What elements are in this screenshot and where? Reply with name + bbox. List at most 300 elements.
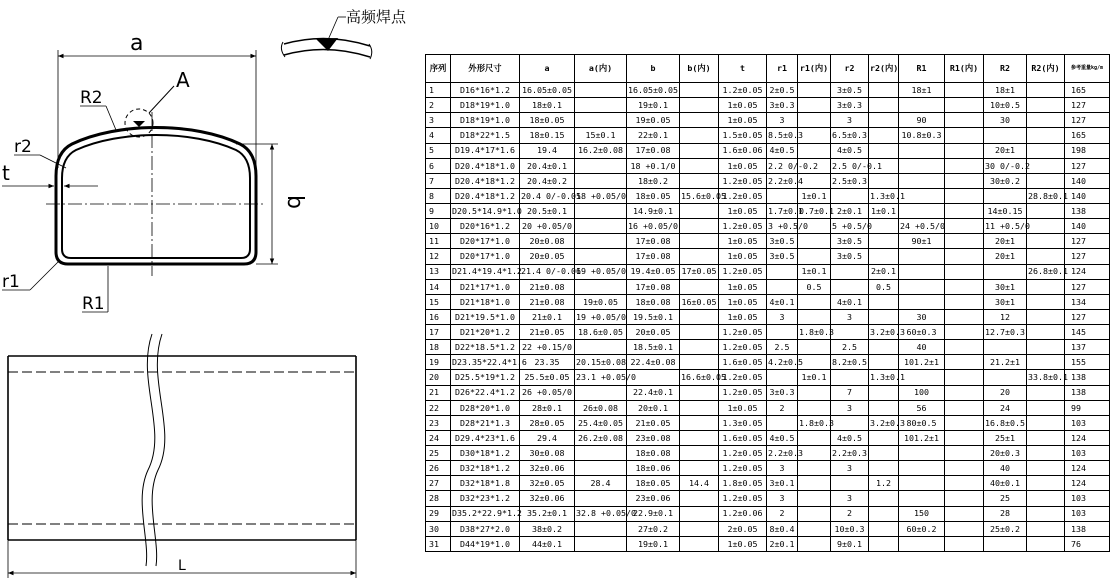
cell-r1-inner: 1±0.1 [798, 188, 831, 203]
cell-a: 21±0.1 [520, 309, 575, 324]
cell-r1-inner: 0.7±0.1 [798, 204, 831, 219]
cell-index: 15 [426, 294, 451, 309]
cell-outer-size: D21*20*1.2 [451, 325, 520, 340]
col-R1: R1 [899, 55, 945, 83]
cell-outer-size: D28*21*1.3 [451, 415, 520, 430]
cell-r2-inner [869, 249, 899, 264]
cell-a: 32±0.06 [520, 461, 575, 476]
table-row [426, 385, 1110, 400]
cell-a-inner: 23.1 +0.05/0 [575, 370, 627, 385]
cell-R1-inner [945, 476, 984, 491]
cell-r2-inner [869, 430, 899, 445]
cell-r1-inner [798, 113, 831, 128]
cell-R2: 16.8±0.5 [984, 415, 1027, 430]
cell-b: 22.4±0.08 [627, 355, 680, 370]
cell-R2-inner [1027, 536, 1065, 551]
cell-r1-inner [798, 476, 831, 491]
cell-t: 1±0.05 [719, 204, 767, 219]
cell-outer-size: D21.4*19.4*1.2 [451, 264, 520, 279]
cell-R2: 21.2±1 [984, 355, 1027, 370]
cell-t: 1.6±0.05 [719, 430, 767, 445]
cell-outer-size: D19.4*17*1.6 [451, 143, 520, 158]
table-row [426, 143, 1110, 158]
cell-r1: 2.2±0.4 [767, 173, 798, 188]
col-a-inner: a(内) [575, 55, 627, 83]
cell-weight: 155 [1065, 355, 1110, 370]
cell-b: 16.05±0.05 [627, 83, 680, 98]
cell-R2: 20±1 [984, 249, 1027, 264]
cell-b: 19±0.05 [627, 113, 680, 128]
cell-R1: 18±1 [899, 83, 945, 98]
cell-weight: 138 [1065, 521, 1110, 536]
cell-b: 20±0.05 [627, 325, 680, 340]
cell-r1-inner [798, 461, 831, 476]
cell-b-inner [680, 113, 719, 128]
cell-r1-inner [798, 294, 831, 309]
cell-weight: 103 [1065, 506, 1110, 521]
cell-r2-inner: 1.3±0.1 [869, 370, 899, 385]
cell-a: 18±0.1 [520, 98, 575, 113]
cell-a-inner: 16.2±0.08 [575, 143, 627, 158]
cell-r1: 3±0.5 [767, 249, 798, 264]
cell-R1-inner [945, 98, 984, 113]
cell-b-inner [680, 219, 719, 234]
cell-R2-inner [1027, 491, 1065, 506]
label-r1: r1 [2, 272, 20, 292]
cell-r2-inner: 2±0.1 [869, 264, 899, 279]
cell-outer-size: D35.2*22.9*1.2 [451, 506, 520, 521]
cell-r2: 2.2±0.3 [831, 446, 869, 461]
cell-a-inner [575, 219, 627, 234]
cell-a-inner: 19 +0.05/0 [575, 309, 627, 324]
cell-b: 18±0.2 [627, 173, 680, 188]
weld-bead [133, 121, 145, 127]
cell-index: 4 [426, 128, 451, 143]
cell-r2-inner: 3.2±0.3 [869, 415, 899, 430]
cell-a-inner: 26±0.08 [575, 400, 627, 415]
table-row [426, 506, 1110, 521]
cell-R2: 11 +0.5/0 [984, 219, 1027, 234]
cell-weight: 76 [1065, 536, 1110, 551]
cell-R2: 30±1 [984, 279, 1027, 294]
cell-r1: 3±0.5 [767, 234, 798, 249]
cell-r2 [831, 476, 869, 491]
cell-b-inner [680, 128, 719, 143]
cell-r2-inner: 3.2±0.3 [869, 325, 899, 340]
cell-R1 [899, 173, 945, 188]
cell-index: 14 [426, 279, 451, 294]
cell-weight: 138 [1065, 204, 1110, 219]
cell-b-inner [680, 98, 719, 113]
cell-r2-inner [869, 113, 899, 128]
col-R1-inner: R1(内) [945, 55, 984, 83]
cell-b: 16 +0.05/0 [627, 219, 680, 234]
cell-R2-inner [1027, 219, 1065, 234]
cell-b-inner [680, 400, 719, 415]
cell-b: 17±0.08 [627, 143, 680, 158]
cell-b-inner [680, 325, 719, 340]
cell-a: 20.4±0.2 [520, 173, 575, 188]
cell-t: 1.2±0.06 [719, 506, 767, 521]
table-row [426, 476, 1110, 491]
cell-R2: 25±0.2 [984, 521, 1027, 536]
cell-a-inner: 25.4±0.05 [575, 415, 627, 430]
cell-R2: 12.7±0.3 [984, 325, 1027, 340]
cell-index: 22 [426, 400, 451, 415]
cell-b: 27±0.2 [627, 521, 680, 536]
cell-index: 6 [426, 158, 451, 173]
cell-a: 23.35 [520, 355, 575, 370]
cell-r2: 3 [831, 113, 869, 128]
cell-R2: 30±0.2 [984, 173, 1027, 188]
cell-R2: 25 [984, 491, 1027, 506]
cell-R1: 90±1 [899, 234, 945, 249]
cell-b-inner: 14.4 [680, 476, 719, 491]
cell-a-inner [575, 113, 627, 128]
cell-index: 30 [426, 521, 451, 536]
cell-index: 1 [426, 83, 451, 98]
table-row [426, 370, 1110, 385]
cell-r1: 3 +0.5/0 [767, 219, 798, 234]
cell-outer-size: D32*23*1.2 [451, 491, 520, 506]
cell-b-inner [680, 83, 719, 98]
cell-a: 21.4 0/-0.06 [520, 264, 575, 279]
cell-b: 22.9±0.1 [627, 506, 680, 521]
cell-R2: 40±0.1 [984, 476, 1027, 491]
cell-R1-inner [945, 400, 984, 415]
cell-a: 18±0.05 [520, 113, 575, 128]
cell-R1-inner [945, 430, 984, 445]
cell-a: 21±0.08 [520, 279, 575, 294]
cell-r2-inner [869, 173, 899, 188]
cell-a: 20±0.08 [520, 234, 575, 249]
cell-r2-inner [869, 98, 899, 113]
cell-R1 [899, 446, 945, 461]
cell-outer-size: D25.5*19*1.2 [451, 370, 520, 385]
cell-R1-inner [945, 143, 984, 158]
cell-a-inner [575, 491, 627, 506]
cell-r1: 3±0.3 [767, 385, 798, 400]
cell-outer-size: D26*22.4*1.2 [451, 385, 520, 400]
cell-weight: 124 [1065, 430, 1110, 445]
cell-b-inner [680, 521, 719, 536]
cell-r1-inner [798, 491, 831, 506]
col-a: a [520, 55, 575, 83]
cell-b: 18±0.05 [627, 188, 680, 203]
cell-R2: 25±1 [984, 430, 1027, 445]
cell-r2-inner [869, 309, 899, 324]
cell-R1: 10.8±0.3 [899, 128, 945, 143]
cell-R2: 20±1 [984, 234, 1027, 249]
cell-index: 10 [426, 219, 451, 234]
cell-a-inner [575, 173, 627, 188]
cell-r1: 3 [767, 461, 798, 476]
cell-R1 [899, 158, 945, 173]
cell-r1-inner [798, 400, 831, 415]
cell-a: 38±0.2 [520, 521, 575, 536]
cell-weight: 138 [1065, 370, 1110, 385]
cell-r2-inner [869, 400, 899, 415]
cell-weight: 127 [1065, 279, 1110, 294]
cell-R1-inner [945, 294, 984, 309]
cell-t: 1±0.05 [719, 249, 767, 264]
cell-R1: 90 [899, 113, 945, 128]
cell-weight: 134 [1065, 294, 1110, 309]
cell-R2-inner [1027, 128, 1065, 143]
cell-r1-inner: 0.5 [798, 279, 831, 294]
cell-outer-size: D21*18*1.0 [451, 294, 520, 309]
label-R1: R1 [82, 294, 105, 314]
cell-R1-inner [945, 461, 984, 476]
cell-index: 12 [426, 249, 451, 264]
cell-r2 [831, 370, 869, 385]
cell-r1 [767, 370, 798, 385]
cell-R2: 18±1 [984, 83, 1027, 98]
cell-R1-inner [945, 325, 984, 340]
cell-r2-inner [869, 294, 899, 309]
cell-a: 25.5±0.05 [520, 370, 575, 385]
cell-index: 5 [426, 143, 451, 158]
cell-b-inner [680, 249, 719, 264]
cell-weight: 103 [1065, 446, 1110, 461]
cell-R1-inner [945, 521, 984, 536]
cell-a: 26 +0.05/0 [520, 385, 575, 400]
cell-a: 20±0.05 [520, 249, 575, 264]
cell-t: 1.2±0.05 [719, 370, 767, 385]
cell-b-inner [680, 355, 719, 370]
cell-R2 [984, 536, 1027, 551]
cell-R2-inner [1027, 400, 1065, 415]
cell-R1: 60±0.3 [899, 325, 945, 340]
cell-b: 23±0.06 [627, 491, 680, 506]
cell-r1 [767, 264, 798, 279]
col-r2: r2 [831, 55, 869, 83]
cell-R1-inner [945, 158, 984, 173]
cell-index: 11 [426, 234, 451, 249]
spec-header-row [426, 55, 1110, 83]
cell-b-inner [680, 536, 719, 551]
cell-R1 [899, 204, 945, 219]
cell-a-inner [575, 385, 627, 400]
cell-R2-inner [1027, 294, 1065, 309]
cell-b-inner [680, 430, 719, 445]
cell-weight: 103 [1065, 491, 1110, 506]
cell-outer-size: D20.4*18*1.2 [451, 188, 520, 203]
weld-strip-inner [284, 49, 370, 57]
cell-r1-inner [798, 98, 831, 113]
cell-R2: 30±1 [984, 294, 1027, 309]
cell-b-inner [680, 158, 719, 173]
cell-a: 28±0.1 [520, 400, 575, 415]
cell-outer-size: D21*19.5*1.0 [451, 309, 520, 324]
cell-R1: 40 [899, 340, 945, 355]
cell-r1: 3 [767, 491, 798, 506]
cell-R2-inner [1027, 430, 1065, 445]
cell-outer-size: D22*18.5*1.2 [451, 340, 520, 355]
cell-R2-inner [1027, 355, 1065, 370]
cell-R1-inner [945, 264, 984, 279]
cell-a-inner [575, 249, 627, 264]
dim-L: L [178, 558, 186, 574]
cell-a: 18±0.15 [520, 128, 575, 143]
col-index: 序列 [426, 55, 451, 83]
dim-t: t [2, 161, 10, 185]
cell-index: 19 [426, 355, 451, 370]
cell-index: 17 [426, 325, 451, 340]
cell-index: 27 [426, 476, 451, 491]
cell-a: 28±0.05 [520, 415, 575, 430]
cell-r1: 2.2 0/-0.2 [767, 158, 798, 173]
cell-R1-inner [945, 385, 984, 400]
leader-R2-slant [106, 106, 116, 130]
cell-R1 [899, 279, 945, 294]
cell-R1 [899, 461, 945, 476]
cell-R2-inner [1027, 521, 1065, 536]
cell-r2-inner: 1.3±0.1 [869, 188, 899, 203]
cell-r2-inner [869, 506, 899, 521]
tube-outer-profile [56, 128, 256, 265]
cell-weight: 198 [1065, 143, 1110, 158]
cell-R2-inner [1027, 476, 1065, 491]
col-outer-size: 外形尺寸 [451, 55, 520, 83]
cell-weight: 127 [1065, 98, 1110, 113]
cell-r2: 2.5±0.3 [831, 173, 869, 188]
cell-r2-inner [869, 385, 899, 400]
table-row [426, 249, 1110, 264]
cell-r1-inner [798, 83, 831, 98]
cell-R2-inner [1027, 113, 1065, 128]
cell-weight: 127 [1065, 113, 1110, 128]
cell-t: 1.2±0.05 [719, 264, 767, 279]
cell-R1-inner [945, 83, 984, 98]
cell-R1 [899, 294, 945, 309]
cell-t: 1.2±0.05 [719, 325, 767, 340]
cell-R1: 101.2±1 [899, 355, 945, 370]
cell-R1-inner [945, 370, 984, 385]
table-row [426, 461, 1110, 476]
cell-r1-inner: 1.8±0.3 [798, 325, 831, 340]
cell-weight: 127 [1065, 309, 1110, 324]
cell-t: 1.2±0.05 [719, 340, 767, 355]
cell-b-inner [680, 173, 719, 188]
cell-t: 1.2±0.05 [719, 83, 767, 98]
cell-R1-inner [945, 415, 984, 430]
cell-R2-inner [1027, 173, 1065, 188]
cell-r2-inner [869, 143, 899, 158]
cell-b: 19±0.1 [627, 98, 680, 113]
cell-r1-inner [798, 143, 831, 158]
cell-r2: 3 [831, 309, 869, 324]
cell-a-inner [575, 98, 627, 113]
cell-b-inner [680, 491, 719, 506]
cell-r2: 3±0.3 [831, 98, 869, 113]
cell-b: 21±0.05 [627, 415, 680, 430]
cell-R2: 20±0.3 [984, 446, 1027, 461]
cell-b-inner [680, 415, 719, 430]
col-r1: r1 [767, 55, 798, 83]
cell-R1-inner [945, 491, 984, 506]
cell-outer-size: D20.4*18*1.0 [451, 158, 520, 173]
cell-R1-inner [945, 355, 984, 370]
table-row [426, 158, 1110, 173]
weld-leader [328, 17, 338, 40]
cell-R2: 20 [984, 385, 1027, 400]
cell-R1-inner [945, 128, 984, 143]
cell-b: 17±0.08 [627, 279, 680, 294]
label-R2: R2 [80, 88, 103, 108]
col-b: b [627, 55, 680, 83]
cell-R1-inner [945, 204, 984, 219]
cell-a-inner [575, 461, 627, 476]
cell-t: 1±0.05 [719, 279, 767, 294]
cell-weight: 137 [1065, 340, 1110, 355]
cell-index: 7 [426, 173, 451, 188]
cell-outer-size: D20*17*1.0 [451, 234, 520, 249]
cell-outer-size: D28*20*1.0 [451, 400, 520, 415]
cell-a: 16.05±0.05 [520, 83, 575, 98]
cell-outer-size: D16*16*1.2 [451, 83, 520, 98]
cell-r2 [831, 188, 869, 203]
cell-weight: 99 [1065, 400, 1110, 415]
cell-R1: 30 [899, 309, 945, 324]
cell-R2: 12 [984, 309, 1027, 324]
cell-r1-inner [798, 309, 831, 324]
cell-index: 16 [426, 309, 451, 324]
table-row [426, 188, 1110, 203]
cell-r1-inner: 1±0.1 [798, 370, 831, 385]
cell-a: 20.4±0.1 [520, 158, 575, 173]
cell-a-inner: 28.4 [575, 476, 627, 491]
cell-weight: 138 [1065, 385, 1110, 400]
cell-t: 1.6±0.05 [719, 355, 767, 370]
cell-r1 [767, 415, 798, 430]
cell-index: 2 [426, 98, 451, 113]
cell-a-inner [575, 204, 627, 219]
cell-a: 20.5±0.1 [520, 204, 575, 219]
table-row [426, 309, 1110, 324]
cell-t: 1.6±0.06 [719, 143, 767, 158]
cell-a-inner: 19±0.05 [575, 294, 627, 309]
cell-index: 31 [426, 536, 451, 551]
cell-R1: 80±0.5 [899, 415, 945, 430]
cell-t: 1.8±0.05 [719, 476, 767, 491]
cell-weight: 140 [1065, 173, 1110, 188]
cell-R1-inner [945, 506, 984, 521]
cell-r2: 5 +0.5/0 [831, 219, 869, 234]
cell-b: 18.5±0.1 [627, 340, 680, 355]
cell-r1: 4.2±0.5 [767, 355, 798, 370]
cell-b-inner [680, 279, 719, 294]
cell-r2-inner: 0.5 [869, 279, 899, 294]
cell-index: 20 [426, 370, 451, 385]
cell-b: 22±0.1 [627, 128, 680, 143]
cell-outer-size: D18*22*1.5 [451, 128, 520, 143]
col-b-inner: b(内) [680, 55, 719, 83]
table-row [426, 325, 1110, 340]
cell-a-inner: 32.8 +0.05/0 [575, 506, 627, 521]
cell-r2: 10±0.3 [831, 521, 869, 536]
cell-R1-inner [945, 340, 984, 355]
cell-b: 20±0.1 [627, 400, 680, 415]
cell-r2: 3 [831, 400, 869, 415]
cell-R2-inner [1027, 415, 1065, 430]
cell-index: 18 [426, 340, 451, 355]
cell-a-inner: 19 +0.05/0 [575, 264, 627, 279]
cell-R2-inner [1027, 325, 1065, 340]
cell-r2: 9±0.1 [831, 536, 869, 551]
cell-t: 1±0.05 [719, 309, 767, 324]
cell-index: 9 [426, 204, 451, 219]
